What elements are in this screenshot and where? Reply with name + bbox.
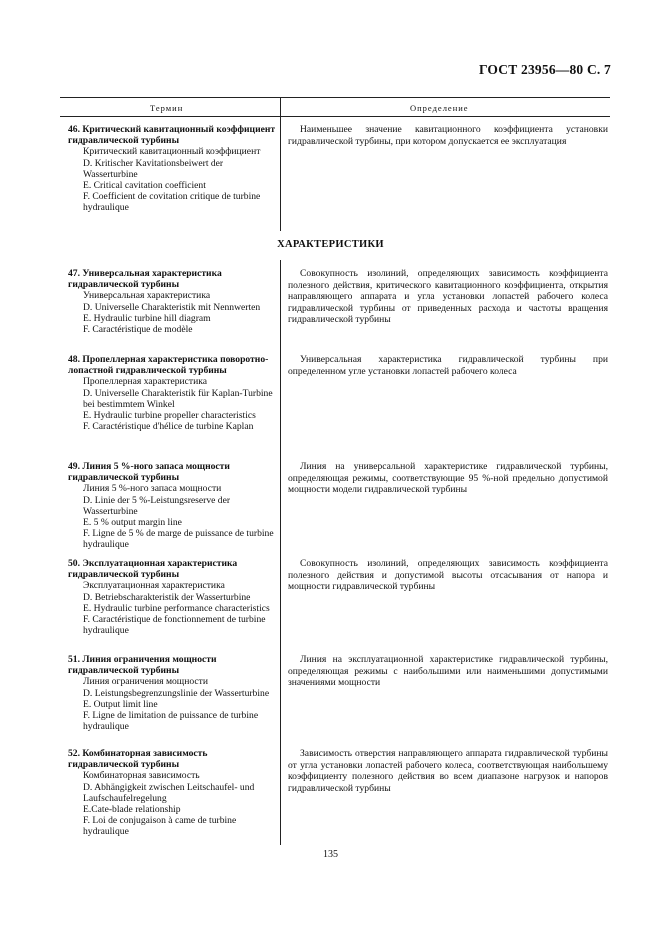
term-german: D. Kritischer Kavitationsbeiwert der Wasserturbine <box>83 157 224 180</box>
definition-48: Универсальная характеристика гидравлической турбины при определенном угле установки лопастей рабочего колеса <box>288 354 608 377</box>
term-short: Линия 5 %-ного запаса мощности <box>83 483 222 495</box>
page-number: 135 <box>323 849 338 860</box>
term-entry-48 <box>68 354 276 432</box>
term-french: F. Loi de conjugaison à came de turbine hydraulique <box>83 815 237 838</box>
term-name: 52. Комбинаторная зависимость гидравлической турбины <box>68 748 208 771</box>
column-header-term: Термин <box>150 103 184 113</box>
section-title: ХАРАКТЕРИСТИКИ <box>277 239 384 250</box>
table-header-rule <box>60 116 610 117</box>
term-short: Комбинаторная зависимость <box>83 770 200 782</box>
term-french: F. Ligne de limitation de puissance de turbine hydraulique <box>83 710 259 733</box>
document-header: ГОСТ 23956—80 С. 7 <box>478 62 611 77</box>
term-name: 49. Линия 5 %-ного запаса мощности гидравлической турбины <box>68 461 230 484</box>
term-name: 50. Эксплуатационная характеристика гидравлической турбины <box>68 558 238 581</box>
definition-50: Совокупность изолиний, определяющих зависимость коэффициента полезного действия и допустимой высоты отсасывания от напора и мощности гидравлической турбины <box>288 558 608 593</box>
term-english: E. 5 % output margin line <box>83 517 182 529</box>
definition-46: Наименьшее значение кавитационного коэффициента установки гидравлической турбины, при котором допускается ее эксплуатация <box>288 124 608 147</box>
term-name: 46. Критический кавитационный коэффициент гидравлической турбины <box>68 124 276 147</box>
term-entry-46 <box>68 124 276 214</box>
definition-49: Линия на универсальной характеристике гидравлической турбины, определяющая режимы, соответствующие 95 %-ной предельно допустимой мощности модели гидравлической турбины <box>288 461 608 496</box>
definition-51: Линия на эксплуатационной характеристике гидравлической турбины, определяющая режимы с наибольшими или наименьшими допустимыми значениями мощности <box>288 654 608 689</box>
term-french: F. Coefficient de covitation critique de turbine hydraulique <box>83 191 261 214</box>
term-english: E. Output limit line <box>83 698 158 710</box>
term-name: 47. Универсальная характеристика гидравлической турбины <box>68 268 222 291</box>
column-divider <box>280 116 281 231</box>
term-entry-51 <box>68 654 276 732</box>
term-english: E. Hydraulic turbine performance characteristics <box>83 602 270 614</box>
term-french: F. Caractéristique de fonctionnement de turbine hydraulique <box>83 614 266 637</box>
term-french: F. Caractéristique de modèle <box>83 324 193 336</box>
definition-52: Зависимость отверстия направляющего аппарата гидравлической турбины от угла установки лопастей рабочего колеса, соответствующая наибольшему коэффициенту полезного действия во всем диапазоне нагрузок и напоров гидравлической турбины <box>288 748 608 794</box>
term-english: E. Critical cavitation coefficient <box>83 180 206 192</box>
term-english: E.Cate-blade relationship <box>83 804 181 816</box>
term-german: D. Leistungsbegrenzungslinie der Wasserturbine <box>83 687 270 699</box>
term-german: D. Universelle Charakteristik mit Nennwerten <box>83 301 261 313</box>
term-short: Линия ограничения мощности <box>83 676 208 688</box>
term-entry-47 <box>68 268 276 335</box>
term-german: D. Abhängigkeit zwischen Leitschaufel- und Laufschaufelregelung <box>83 781 255 804</box>
term-french: F. Caractéristique d'hélice de turbine Kaplan <box>83 421 254 433</box>
column-divider <box>280 260 281 845</box>
term-german: D. Linie der 5 %-Leistungsreserve der Wasserturbine <box>83 494 231 517</box>
definition-47: Совокупность изолиний, определяющих зависимость коэффициента полезного действия, критического кавитационного коэффициента, открытия направляющего аппарата и угла установки лопастей рабочего колеса гидравлической турбины от приведенных расхода и частоты вращения гидравлической турбины <box>288 268 608 326</box>
term-french: F. Ligne de 5 % de marge de puissance de turbine hydraulique <box>83 528 274 551</box>
term-german: D. Universelle Charakteristik für Kaplan-Turbine bei bestimmtem Winkel <box>83 387 273 410</box>
term-entry-52 <box>68 748 276 838</box>
column-header-definition: Определение <box>410 103 469 113</box>
column-divider-header <box>280 97 281 116</box>
term-german: D. Betriebscharakteristik der Wasserturbine <box>83 591 251 603</box>
term-short: Пропеллерная характеристика <box>83 376 208 388</box>
term-short: Критический кавитационный коэффициент <box>83 146 261 158</box>
term-name: 48. Пропеллерная характеристика поворотно-лопастной гидравлической турбины <box>68 354 269 377</box>
term-short: Универсальная характеристика <box>83 290 211 302</box>
term-name: 51. Линия ограничения мощности гидравлической турбины <box>68 654 217 677</box>
term-english: E. Hydraulic turbine propeller characteristics <box>83 410 256 422</box>
table-top-rule <box>60 97 610 98</box>
term-entry-50 <box>68 558 276 636</box>
term-english: E. Hydraulic turbine hill diagram <box>83 312 211 324</box>
term-short: Эксплуатационная характеристика <box>83 580 225 592</box>
term-entry-49 <box>68 461 276 551</box>
